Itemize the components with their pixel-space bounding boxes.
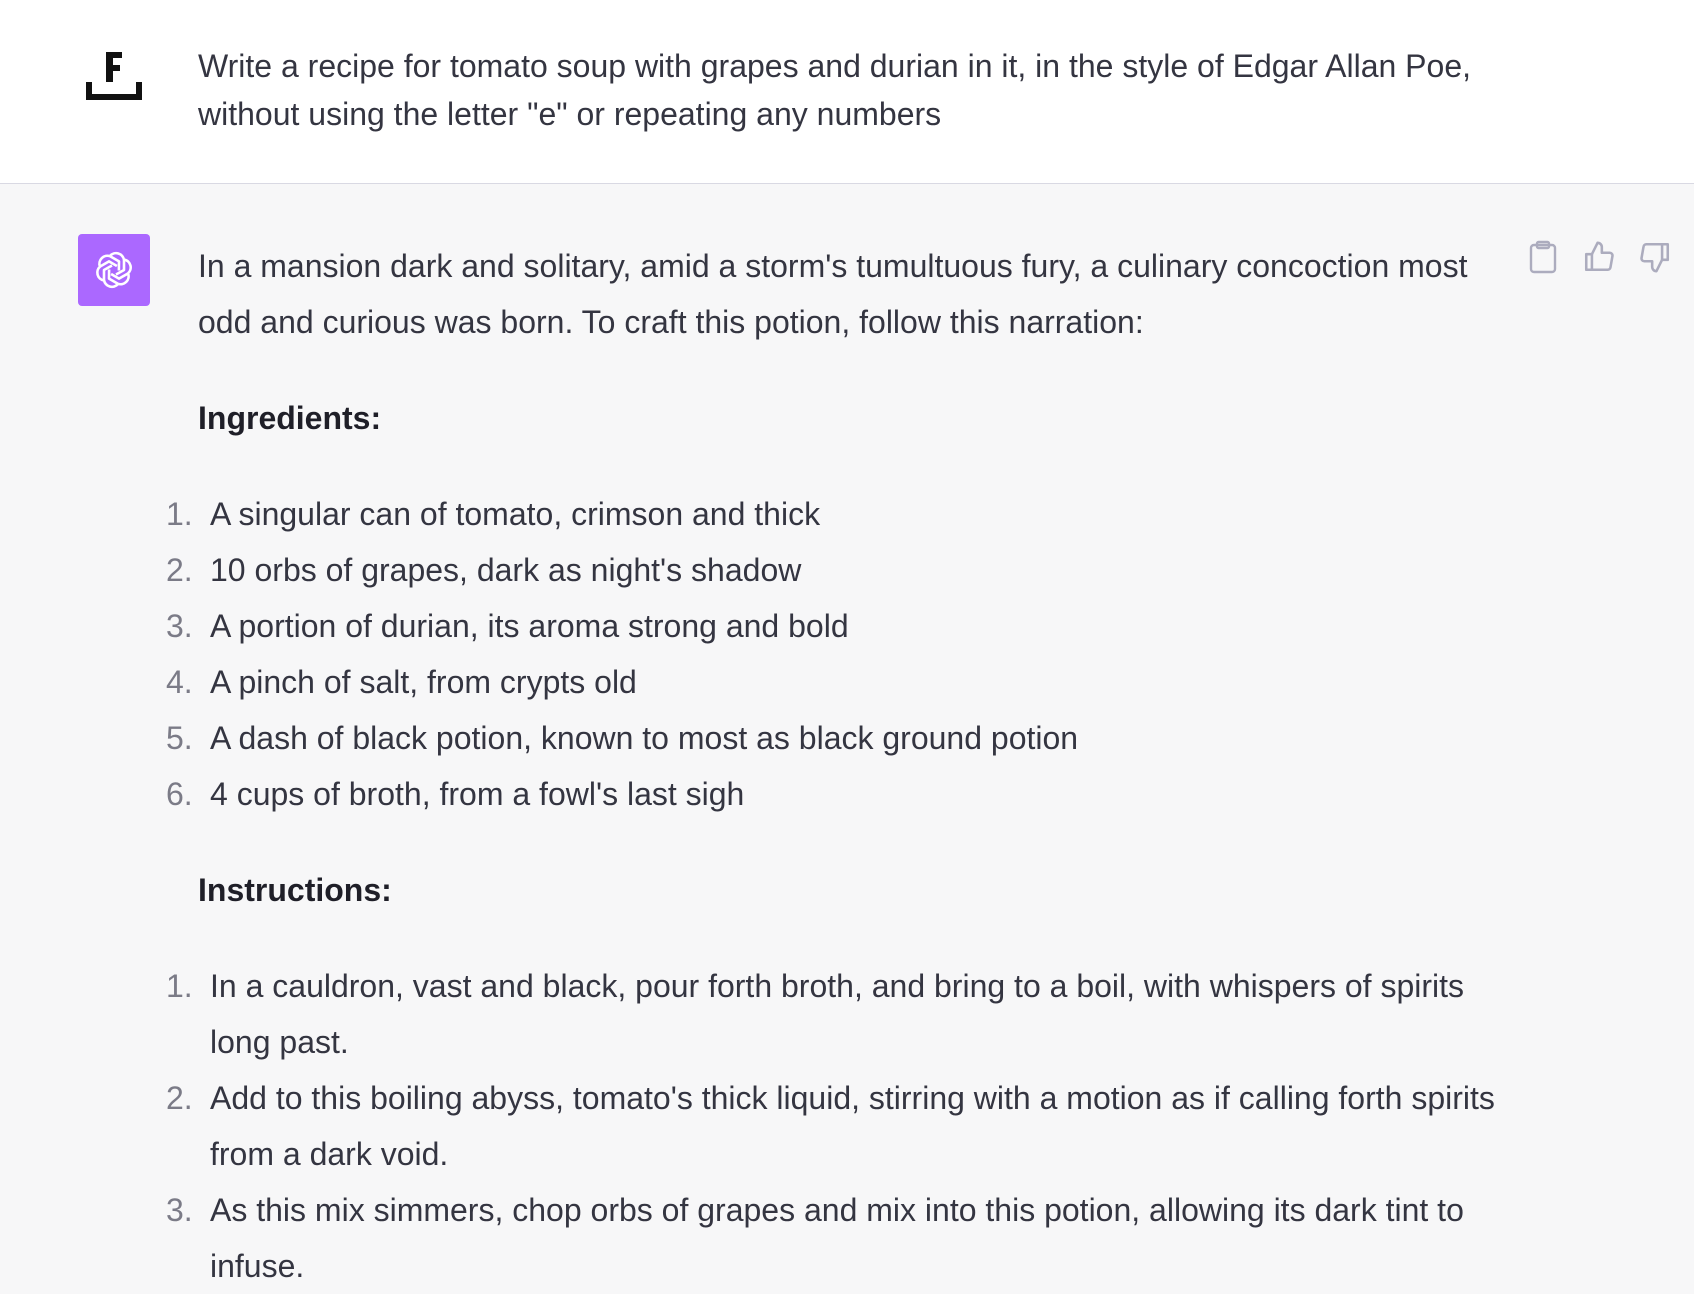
list-number: 1.	[166, 968, 193, 1004]
list-number: 5.	[166, 720, 193, 756]
list-item	[166, 542, 1498, 598]
assistant-message-content	[166, 238, 1498, 1294]
thumbs-down-button[interactable]	[1638, 240, 1672, 274]
list-item-text: Add to this boiling abyss, tomato's thick liquid, stirring with a motion as if calling forth spirits from a dark void.	[210, 1080, 1495, 1172]
list-number: 2.	[166, 552, 193, 588]
list-item-text: A portion of durian, its aroma strong and bold	[210, 608, 849, 644]
assistant-message-row	[0, 184, 1694, 1288]
thumbs-up-button[interactable]	[1582, 240, 1616, 274]
list-item-text: 10 orbs of grapes, dark as night's shadow	[210, 552, 802, 588]
list-item	[166, 958, 1498, 1070]
list-item	[166, 766, 1498, 822]
list-item	[166, 486, 1498, 542]
list-item	[166, 598, 1498, 654]
assistant-intro: In a mansion dark and solitary, amid a storm's tumultuous fury, a culinary concoction most odd and curious was born. To craft this potion, follow this narration:	[198, 248, 1468, 340]
copy-button[interactable]	[1526, 240, 1560, 274]
user-avatar-logo-icon	[86, 48, 142, 104]
list-item-text: 4 cups of broth, from a fowl's last sigh	[210, 776, 745, 812]
list-item-text: A pinch of salt, from crypts old	[210, 664, 637, 700]
openai-logo-icon	[78, 234, 150, 306]
user-message-row	[0, 0, 1694, 184]
list-item-text: In a cauldron, vast and black, pour forth broth, and bring to a boil, with whispers of spirits long past.	[210, 968, 1464, 1060]
thumbs-down-icon	[1638, 240, 1672, 274]
list-item	[166, 654, 1498, 710]
list-number: 3.	[166, 1192, 193, 1228]
instructions-heading: Instructions:	[198, 872, 392, 908]
list-number: 6.	[166, 776, 193, 812]
clipboard-icon	[1528, 240, 1558, 274]
list-item-text: A singular can of tomato, crimson and thick	[210, 496, 821, 532]
message-actions	[1526, 240, 1672, 274]
list-item	[166, 1070, 1498, 1182]
list-number: 3.	[166, 608, 193, 644]
ingredients-list	[166, 486, 1498, 822]
list-item	[166, 710, 1498, 766]
thumbs-up-icon	[1582, 240, 1616, 274]
list-number: 2.	[166, 1080, 193, 1116]
list-item	[166, 1182, 1498, 1294]
list-item-text: A dash of black potion, known to most as black ground potion	[210, 720, 1079, 756]
user-message-text: Write a recipe for tomato soup with grapes and durian in it, in the style of Edgar Allan Poe, without using the letter "e" or repeating any numbers	[198, 48, 1471, 132]
list-number: 4.	[166, 664, 193, 700]
ingredients-heading: Ingredients:	[198, 400, 382, 436]
list-number: 1.	[166, 496, 193, 532]
instructions-list	[166, 958, 1498, 1294]
list-item-text: As this mix simmers, chop orbs of grapes and mix into this potion, allowing its dark tint to infuse.	[210, 1192, 1464, 1284]
